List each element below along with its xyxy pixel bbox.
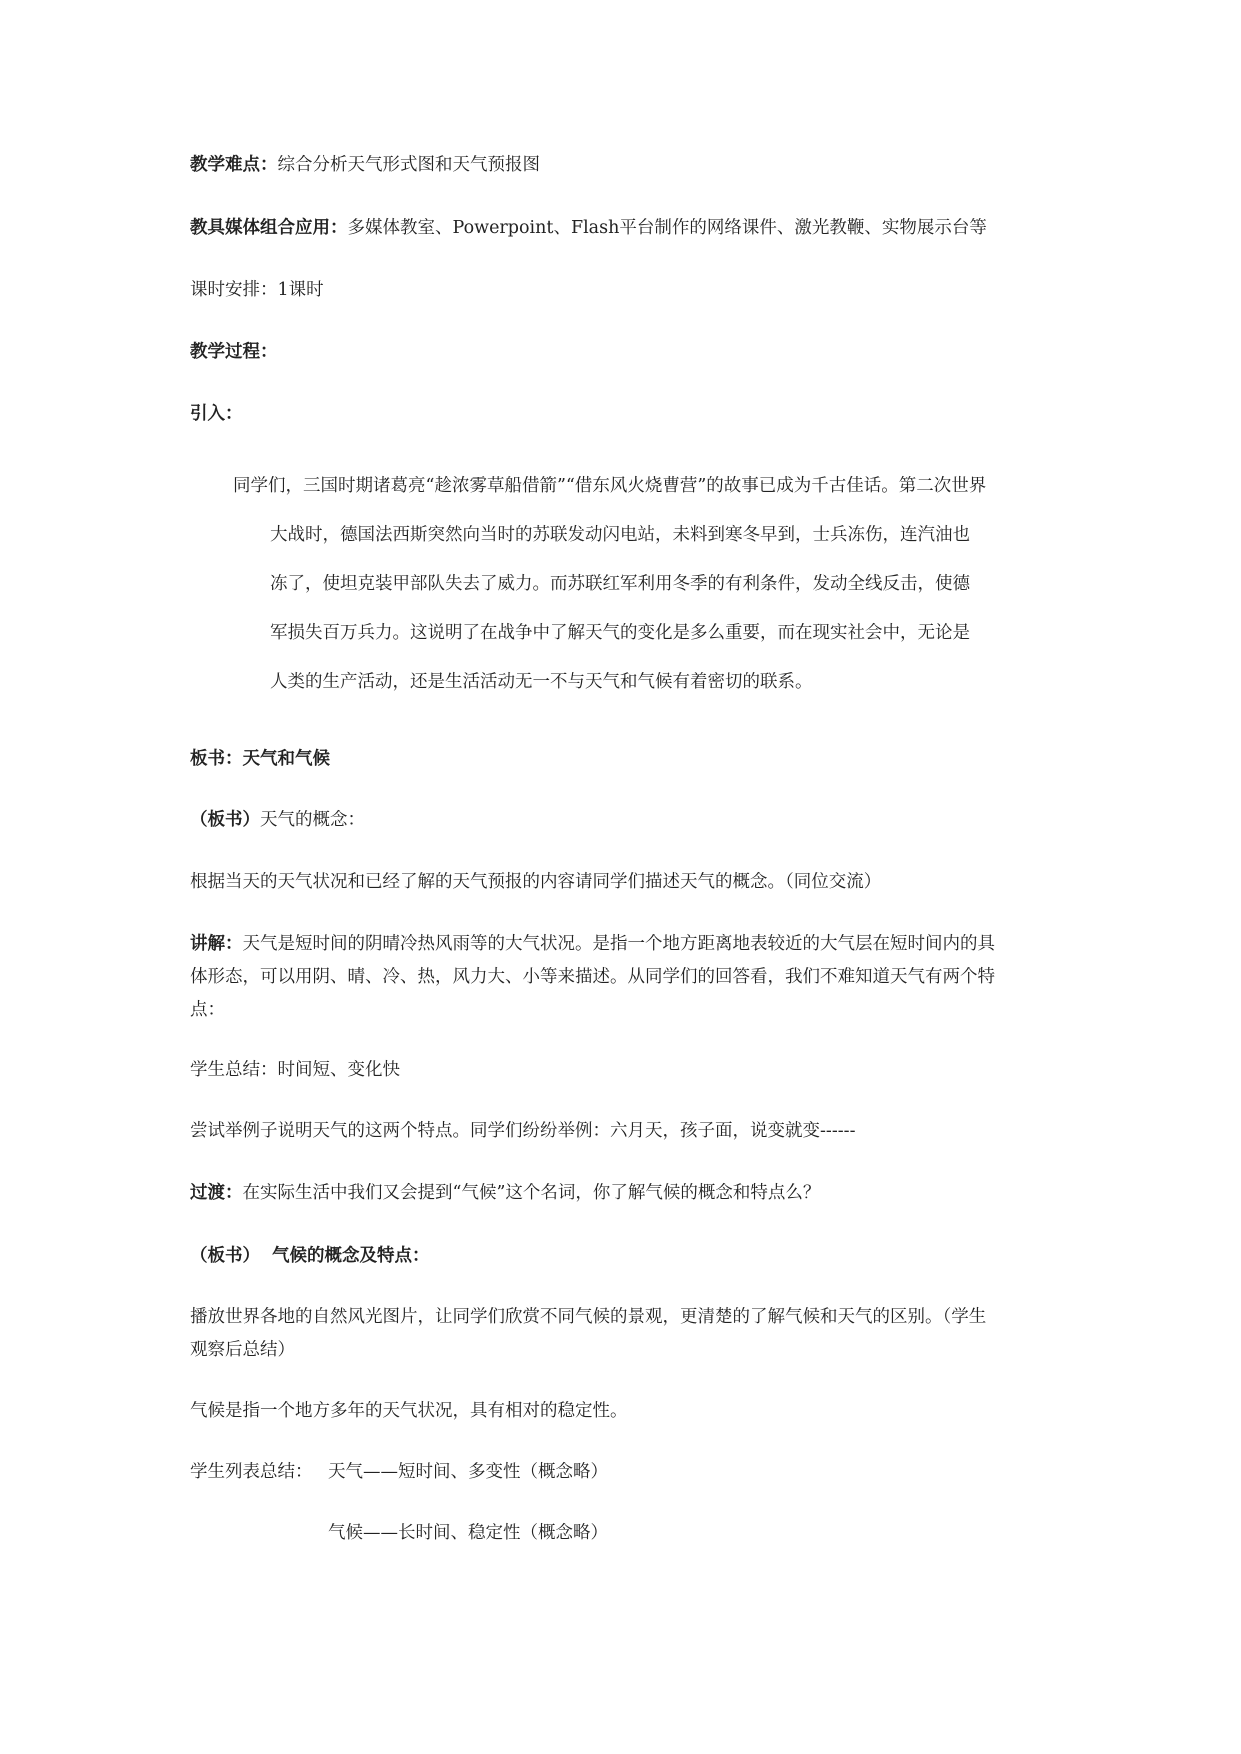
media-application-label: 教具媒体组合应用： <box>190 218 348 238</box>
pictures-line-1: 播放世界各地的自然风光图片，让同学们欣赏不同气候的景观，更清楚的了解气候和天气的区别。（学生 <box>190 1307 987 1327</box>
transition-text: 在实际生活中我们又会提到“气候”这个名词，你了解气候的概念和特点么？ <box>242 1183 821 1203</box>
class-schedule: 课时安排：1课时 <box>190 280 324 300</box>
student-summary: 学生总结：时间短、变化快 <box>190 1060 400 1080</box>
board-title: 板书：天气和气候 <box>190 749 330 769</box>
process-heading: 教学过程： <box>190 342 278 362</box>
climate-heading-label: （板书） <box>190 1246 260 1266</box>
intro-line: 大战时，德国法西斯突然向当时的苏联发动闪电站，未料到寒冬早到，士兵冻伤，连汽油也 <box>270 525 970 545</box>
teaching-difficulty <box>190 153 540 177</box>
table-summary-climate: 气候——长时间、稳定性（概念略） <box>328 1523 608 1543</box>
intro-line: 冻了，使坦克装甲部队失去了威力。而苏联红军利用冬季的有利条件，发动全线反击，使德 <box>270 574 970 594</box>
teaching-difficulty-text: 综合分析天气形式图和天气预报图 <box>277 155 540 175</box>
pictures-line-2: 观察后总结） <box>190 1340 295 1360</box>
weather-concept <box>190 808 365 832</box>
intro-line: 人类的生产活动，还是生活活动无一不与天气和气候有着密切的联系。 <box>270 672 813 692</box>
transition <box>190 1181 820 1205</box>
climate-heading-text: 气候的概念及特点： <box>272 1246 430 1266</box>
media-application-text: 多媒体教室、Powerpoint、Flash平台制作的网络课件、激光教鞭、实物展示台等 <box>347 218 987 238</box>
explain-line-2: 体形态，可以用阴、晴、冷、热，风力大、小等来描述。从同学们的回答看，我们不难知道天气有两个特 <box>190 967 995 987</box>
table-summary-weather: 天气——短时间、多变性（概念略） <box>328 1462 608 1482</box>
explain-line-1 <box>190 932 995 956</box>
transition-label: 过渡： <box>190 1183 243 1203</box>
intro-line: 同学们，三国时期诸葛亮“趁浓雾草船借箭”“借东风火烧曹营”的故事已成为千古佳话。第二次世界 <box>233 476 987 496</box>
climate-heading <box>190 1244 430 1268</box>
intro-line: 军损失百万兵力。这说明了在战争中了解天气的变化是多么重要，而在现实社会中，无论是 <box>270 623 970 643</box>
weather-concept-label: （板书） <box>190 810 260 830</box>
weather-concept-text: 天气的概念： <box>260 810 365 830</box>
explain-text: 天气是短时间的阴晴冷热风雨等的大气状况。是指一个地方距离地表较近的大气层在短时间内的具 <box>242 934 995 954</box>
teaching-difficulty-label: 教学难点： <box>190 155 278 175</box>
weather-prompt: 根据当天的天气状况和已经了解的天气预报的内容请同学们描述天气的概念。（同位交流） <box>190 872 882 892</box>
climate-definition: 气候是指一个地方多年的天气状况，具有相对的稳定性。 <box>190 1401 628 1421</box>
media-application <box>190 216 987 240</box>
table-summary-label: 学生列表总结： <box>190 1462 313 1482</box>
explain-line-3: 点： <box>190 1000 225 1020</box>
examples: 尝试举例子说明天气的这两个特点。同学们纷纷举例：六月天，孩子面，说变就变------ <box>190 1121 856 1141</box>
explain-label: 讲解： <box>190 934 243 954</box>
intro-heading: 引入： <box>190 404 243 424</box>
